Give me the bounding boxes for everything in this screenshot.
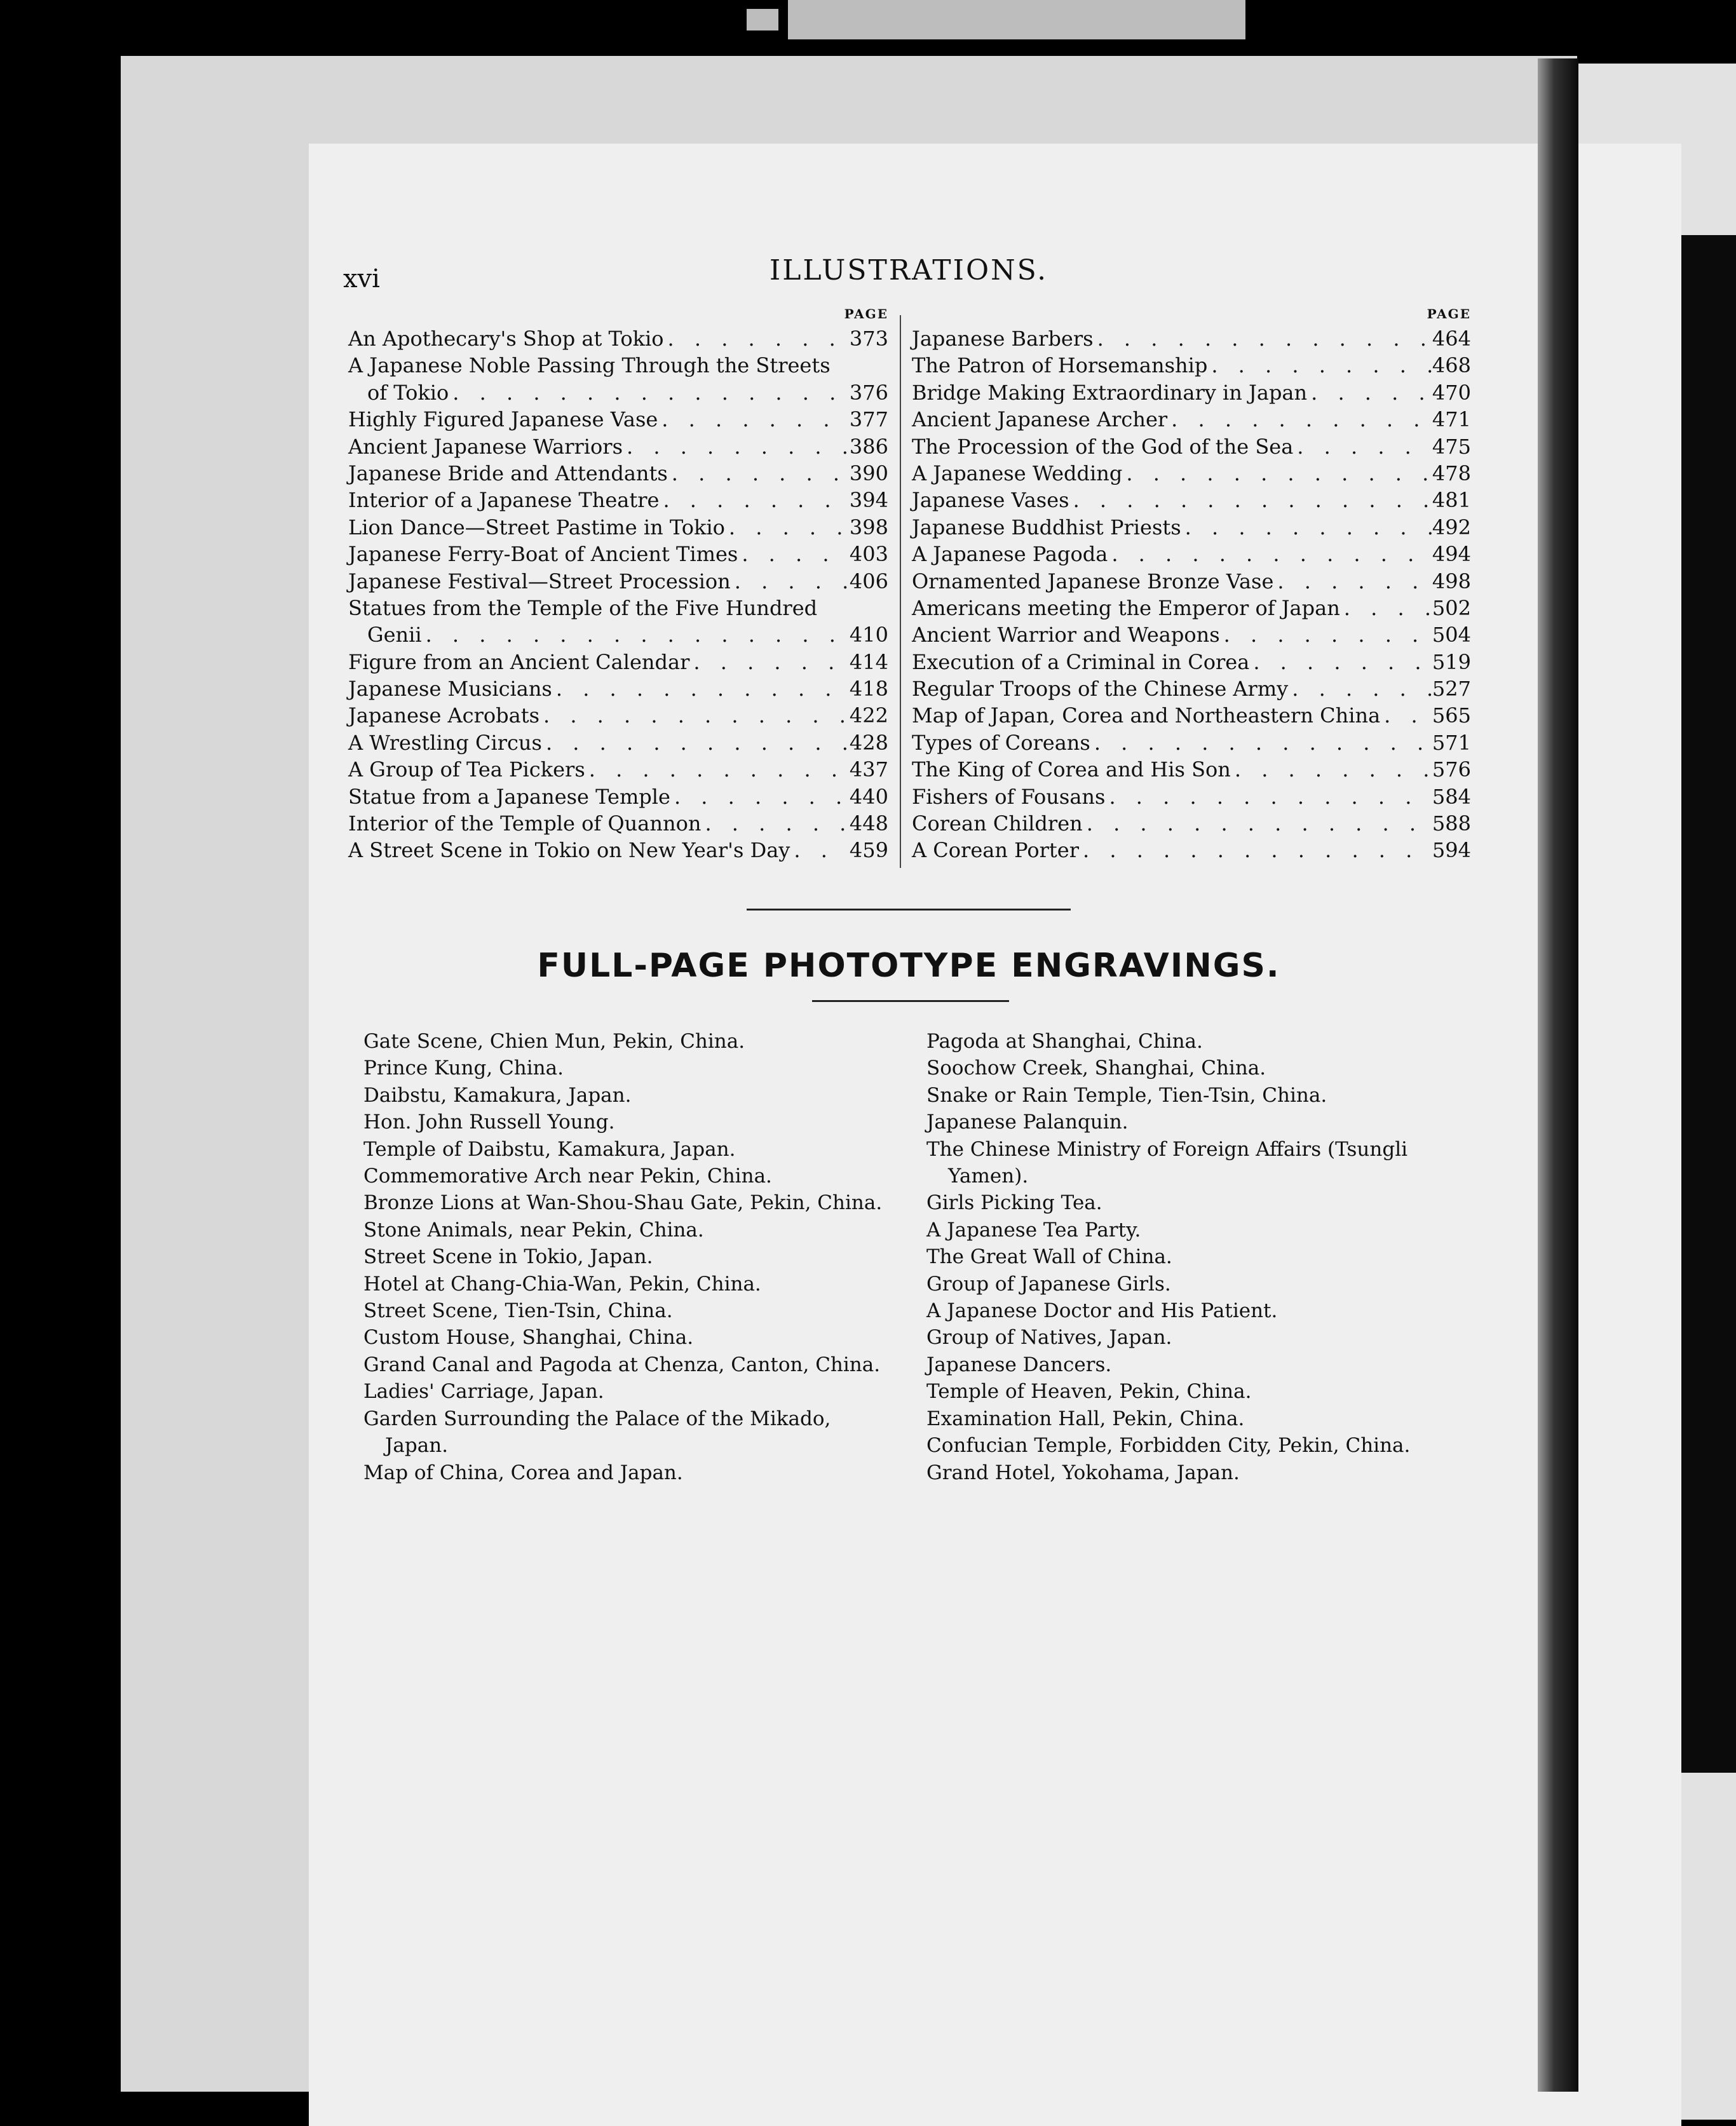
- illustration-page-number: 428: [849, 730, 888, 755]
- illustration-title: A Japanese Pagoda: [912, 542, 1108, 567]
- phototype-entry: Group of Natives, Japan.: [926, 1326, 1172, 1350]
- running-head: ILLUSTRATIONS.: [769, 254, 1048, 287]
- illustration-title: Interior of a Japanese Theatre: [348, 488, 660, 513]
- illustration-entries-right: [912, 325, 1471, 864]
- dot-leader: [1181, 514, 1432, 541]
- dot-leader: [1083, 810, 1432, 837]
- illustration-page-number: 494: [1432, 542, 1471, 567]
- phototype-entry: Garden Surrounding the Palace of the Mikado,: [363, 1407, 831, 1430]
- dot-leader: [539, 702, 849, 729]
- illustration-entry: [348, 379, 888, 406]
- dot-leader: [1293, 433, 1432, 460]
- phototype-entry: Soochow Creek, Shanghai, China.: [926, 1057, 1266, 1080]
- illustration-entry: [348, 352, 888, 379]
- illustration-entry: [912, 568, 1471, 595]
- scrap-paper-top: [788, 0, 1245, 39]
- illustrations-column-left: [348, 306, 888, 864]
- phototype-entry: Snake or Rain Temple, Tien-Tsin, China.: [926, 1083, 1327, 1107]
- scrap-paper-fragment: [747, 9, 778, 30]
- illustration-title: Execution of a Criminal in Corea: [912, 649, 1250, 674]
- dot-leader: [1079, 837, 1432, 863]
- illustration-page-number: 459: [849, 838, 888, 863]
- illustration-title: Interior of the Temple of Quannon: [348, 811, 702, 836]
- illustration-entry: [912, 325, 1471, 352]
- illustration-title: Japanese Musicians: [348, 677, 552, 701]
- dot-leader: [1167, 406, 1432, 433]
- illustration-entry: [348, 649, 888, 675]
- illustration-page-number: 478: [1432, 461, 1471, 485]
- illustration-page-number: 498: [1432, 569, 1471, 593]
- illustration-title: Japanese Festival—Street Procession: [348, 569, 731, 593]
- illustration-page-number: 376: [849, 380, 888, 405]
- dot-leader: [1249, 649, 1432, 675]
- dot-leader: [1380, 702, 1432, 729]
- illustration-entry: [912, 675, 1471, 702]
- illustration-page-number: 502: [1432, 595, 1471, 620]
- illustration-title: Statues from the Temple of the Five Hundred: [348, 595, 818, 620]
- phototype-entry: A Japanese Tea Party.: [926, 1218, 1141, 1242]
- page-column-heading: PAGE: [1427, 306, 1471, 322]
- dot-leader: [738, 541, 849, 567]
- illustration-title: Japanese Barbers: [912, 327, 1094, 351]
- phototype-entry: Custom House, Shanghai, China.: [363, 1326, 694, 1350]
- illustration-entry: [348, 514, 888, 541]
- phototype-entry: Japan.: [385, 1434, 449, 1458]
- phototype-entry: The Chinese Ministry of Foreign Affairs (Tsungli: [926, 1137, 1408, 1161]
- section-rule-bottom: [812, 1000, 1009, 1002]
- illustration-page-number: 475: [1432, 434, 1471, 459]
- dot-leader: [1069, 487, 1432, 513]
- dot-leader: [1122, 460, 1432, 487]
- illustration-entry: [348, 325, 888, 352]
- illustration-page-number: 410: [849, 623, 888, 647]
- illustration-page-number: 377: [849, 407, 888, 432]
- illustration-page-number: 519: [1432, 649, 1471, 674]
- illustration-entry: [348, 460, 888, 487]
- illustration-page-number: 422: [849, 703, 888, 728]
- illustration-page-number: 464: [1432, 327, 1471, 351]
- dot-leader: [585, 756, 849, 783]
- illustration-title: A Japanese Noble Passing Through the Streets: [348, 353, 831, 378]
- book-gutter-shadow: [1538, 58, 1578, 2092]
- illustration-entry: [912, 810, 1471, 837]
- phototype-entry: Pagoda at Shanghai, China.: [926, 1030, 1203, 1053]
- page-column-heading: PAGE: [844, 306, 888, 322]
- phototype-entry: Group of Japanese Girls.: [926, 1272, 1171, 1296]
- illustration-page-number: 418: [849, 677, 888, 701]
- phototype-entry: Grand Canal and Pagoda at Chenza, Canton, China.: [363, 1353, 881, 1376]
- illustration-title: Japanese Acrobats: [348, 703, 539, 728]
- dot-leader: [668, 460, 849, 487]
- phototype-entry: Prince Kung, China.: [363, 1057, 564, 1080]
- column-divider: [900, 315, 901, 868]
- dot-leader: [1273, 568, 1432, 595]
- illustration-title: Japanese Ferry-Boat of Ancient Times: [348, 542, 738, 567]
- dot-leader: [664, 325, 850, 352]
- illustration-page-number: 571: [1432, 730, 1471, 755]
- phototype-entry: Ladies' Carriage, Japan.: [363, 1380, 604, 1404]
- dot-leader: [1094, 325, 1432, 352]
- illustration-title: A Japanese Wedding: [912, 461, 1123, 485]
- illustration-title: Corean Children: [912, 811, 1083, 836]
- illustration-page-number: 584: [1432, 784, 1471, 809]
- illustration-page-number: 437: [849, 757, 888, 782]
- dot-leader: [701, 810, 849, 837]
- phototype-entry: Commemorative Arch near Pekin, China.: [363, 1165, 772, 1188]
- phototype-entry: Temple of Heaven, Pekin, China.: [926, 1380, 1252, 1404]
- illustration-entry: [348, 756, 888, 783]
- page-folio: xvi: [343, 264, 380, 294]
- illustration-page-number: 448: [849, 811, 888, 836]
- illustration-entry: [912, 837, 1471, 863]
- phototype-list-left: [363, 1028, 910, 1486]
- phototype-entry: Examination Hall, Pekin, China.: [926, 1407, 1245, 1430]
- illustration-page-number: 414: [849, 649, 888, 674]
- phototype-entry: Stone Animals, near Pekin, China.: [363, 1218, 704, 1242]
- illustration-title: Types of Coreans: [912, 730, 1090, 755]
- illustration-page-number: 390: [849, 461, 888, 485]
- phototype-entry: Map of China, Corea and Japan.: [363, 1461, 683, 1484]
- illustration-entry: [912, 702, 1471, 729]
- phototype-entry: Yamen).: [948, 1165, 1029, 1188]
- illustration-entries-left: [348, 325, 888, 864]
- phototype-entry: Daibstu, Kamakura, Japan.: [363, 1083, 632, 1107]
- dot-leader: [1288, 675, 1432, 702]
- illustration-title: The King of Corea and His Son: [912, 757, 1231, 782]
- illustration-entry: [348, 433, 888, 460]
- illustration-page-number: 403: [849, 542, 888, 567]
- illustration-entry: [348, 702, 888, 729]
- illustration-title: Ancient Japanese Archer: [912, 407, 1168, 432]
- illustration-entry: [348, 406, 888, 433]
- illustration-title: Japanese Vases: [912, 488, 1069, 513]
- illustration-entry: [348, 729, 888, 756]
- illustration-title: A Wrestling Circus: [348, 730, 542, 755]
- illustration-page-number: 481: [1432, 488, 1471, 513]
- dot-leader: [725, 514, 849, 541]
- phototype-entry: Japanese Dancers.: [926, 1353, 1112, 1376]
- dot-leader: [422, 621, 849, 648]
- illustration-title: Regular Troops of the Chinese Army: [912, 677, 1289, 701]
- illustration-title: Map of Japan, Corea and Northeastern China: [912, 703, 1381, 728]
- illustration-title: Japanese Bride and Attendants: [348, 461, 668, 485]
- dot-leader: [1231, 756, 1432, 783]
- illustration-title: Highly Figured Japanese Vase: [348, 407, 658, 432]
- phototype-entry: Hotel at Chang-Chia-Wan, Pekin, China.: [363, 1272, 761, 1296]
- illustration-entry: [912, 649, 1471, 675]
- illustration-title: A Corean Porter: [912, 838, 1080, 863]
- illustration-title: Ornamented Japanese Bronze Vase: [912, 569, 1274, 593]
- illustration-entry: [912, 595, 1471, 621]
- dot-leader: [790, 837, 849, 863]
- illustration-page-number: 492: [1432, 515, 1471, 539]
- illustration-title: A Group of Tea Pickers: [348, 757, 585, 782]
- dot-leader: [623, 433, 849, 460]
- dot-leader: [1207, 352, 1432, 379]
- illustration-page-number: 527: [1432, 677, 1471, 701]
- section-rule-top: [747, 909, 1071, 911]
- illustration-entry: [912, 460, 1471, 487]
- illustration-entry: [348, 675, 888, 702]
- dot-leader: [542, 729, 849, 756]
- phototype-entry: Bronze Lions at Wan-Shou-Shau Gate, Pekin, China.: [363, 1191, 883, 1215]
- illustration-page-number: 398: [849, 515, 888, 539]
- illustration-entry: [348, 621, 888, 648]
- phototype-list-right: [926, 1028, 1473, 1486]
- illustration-title: Bridge Making Extraordinary in Japan: [912, 380, 1308, 405]
- illustration-page-number: 504: [1432, 623, 1471, 647]
- illustration-title: Ancient Warrior and Weapons: [912, 623, 1220, 647]
- illustration-entry: [912, 729, 1471, 756]
- dot-leader: [670, 783, 849, 810]
- illustration-title: Genii: [367, 623, 422, 647]
- illustration-entry: [348, 568, 888, 595]
- illustration-entry: [348, 541, 888, 567]
- illustration-title: Fishers of Fousans: [912, 784, 1106, 809]
- illustration-entry: [912, 756, 1471, 783]
- illustration-entry: [348, 487, 888, 513]
- illustration-entry: [912, 406, 1471, 433]
- illustration-entry: [348, 595, 888, 621]
- illustration-title: The Procession of the God of the Sea: [912, 434, 1294, 459]
- illustration-entry: [912, 433, 1471, 460]
- illustration-title: of Tokio: [367, 380, 449, 405]
- illustration-title: Ancient Japanese Warriors: [348, 434, 623, 459]
- illustration-title: The Patron of Horsemanship: [912, 353, 1208, 378]
- illustration-page-number: 588: [1432, 811, 1471, 836]
- section-title: FULL-PAGE PHOTOTYPE ENGRAVINGS.: [537, 947, 1280, 985]
- illustration-title: An Apothecary's Shop at Tokio: [348, 327, 664, 351]
- illustration-title: Americans meeting the Emperor of Japan: [912, 595, 1340, 620]
- illustration-title: Lion Dance—Street Pastime in Tokio: [348, 515, 725, 539]
- dot-leader: [552, 675, 849, 702]
- illustration-page-number: 386: [849, 434, 888, 459]
- dot-leader: [1307, 379, 1432, 406]
- illustration-page-number: 471: [1432, 407, 1471, 432]
- illustration-page-number: 440: [849, 784, 888, 809]
- dot-leader: [1108, 541, 1432, 567]
- phototype-entry: Gate Scene, Chien Mun, Pekin, China.: [363, 1030, 745, 1053]
- illustration-page-number: 406: [849, 569, 888, 593]
- illustration-title: A Street Scene in Tokio on New Year's Day: [348, 838, 790, 863]
- illustration-entry: [348, 837, 888, 863]
- illustration-entry: [912, 514, 1471, 541]
- illustration-entry: [912, 621, 1471, 648]
- illustration-page-number: 594: [1432, 838, 1471, 863]
- illustration-page-number: 470: [1432, 380, 1471, 405]
- dot-leader: [449, 379, 849, 406]
- illustration-page-number: 468: [1432, 353, 1471, 378]
- illustration-title: Japanese Buddhist Priests: [912, 515, 1181, 539]
- phototype-entry: Japanese Palanquin.: [926, 1111, 1129, 1134]
- illustration-page-number: 565: [1432, 703, 1471, 728]
- illustration-entry: [348, 783, 888, 810]
- phototype-entry: Street Scene in Tokio, Japan.: [363, 1245, 653, 1269]
- illustration-title: Statue from a Japanese Temple: [348, 784, 670, 809]
- illustration-page-number: 394: [849, 488, 888, 513]
- illustration-entry: [912, 487, 1471, 513]
- illustration-entry: [912, 352, 1471, 379]
- phototype-entry: Temple of Daibstu, Kamakura, Japan.: [363, 1137, 736, 1161]
- illustration-entry: [912, 541, 1471, 567]
- illustration-page-number: 373: [849, 327, 888, 351]
- dot-leader: [1340, 595, 1432, 621]
- phototype-entry: A Japanese Doctor and His Patient.: [926, 1299, 1278, 1323]
- dot-leader: [1105, 783, 1432, 810]
- illustration-title: Figure from an Ancient Calendar: [348, 649, 690, 674]
- illustrations-column-right: [912, 306, 1471, 864]
- phototype-entry: Hon. John Russell Young.: [363, 1111, 615, 1134]
- illustration-page-number: 576: [1432, 757, 1471, 782]
- phototype-entry: Confucian Temple, Forbidden City, Pekin, China.: [926, 1434, 1411, 1458]
- phototype-entry: Grand Hotel, Yokohama, Japan.: [926, 1461, 1240, 1484]
- dot-leader: [1090, 729, 1432, 756]
- phototype-entry: The Great Wall of China.: [926, 1245, 1172, 1269]
- dot-leader: [689, 649, 849, 675]
- illustration-entry: [348, 810, 888, 837]
- illustration-entry: [912, 783, 1471, 810]
- dot-leader: [731, 568, 849, 595]
- phototype-entry: Street Scene, Tien-Tsin, China.: [363, 1299, 673, 1323]
- dot-leader: [659, 487, 849, 513]
- phototype-entry: Girls Picking Tea.: [926, 1191, 1102, 1215]
- dot-leader: [1220, 621, 1432, 648]
- dot-leader: [658, 406, 849, 433]
- illustration-entry: [912, 379, 1471, 406]
